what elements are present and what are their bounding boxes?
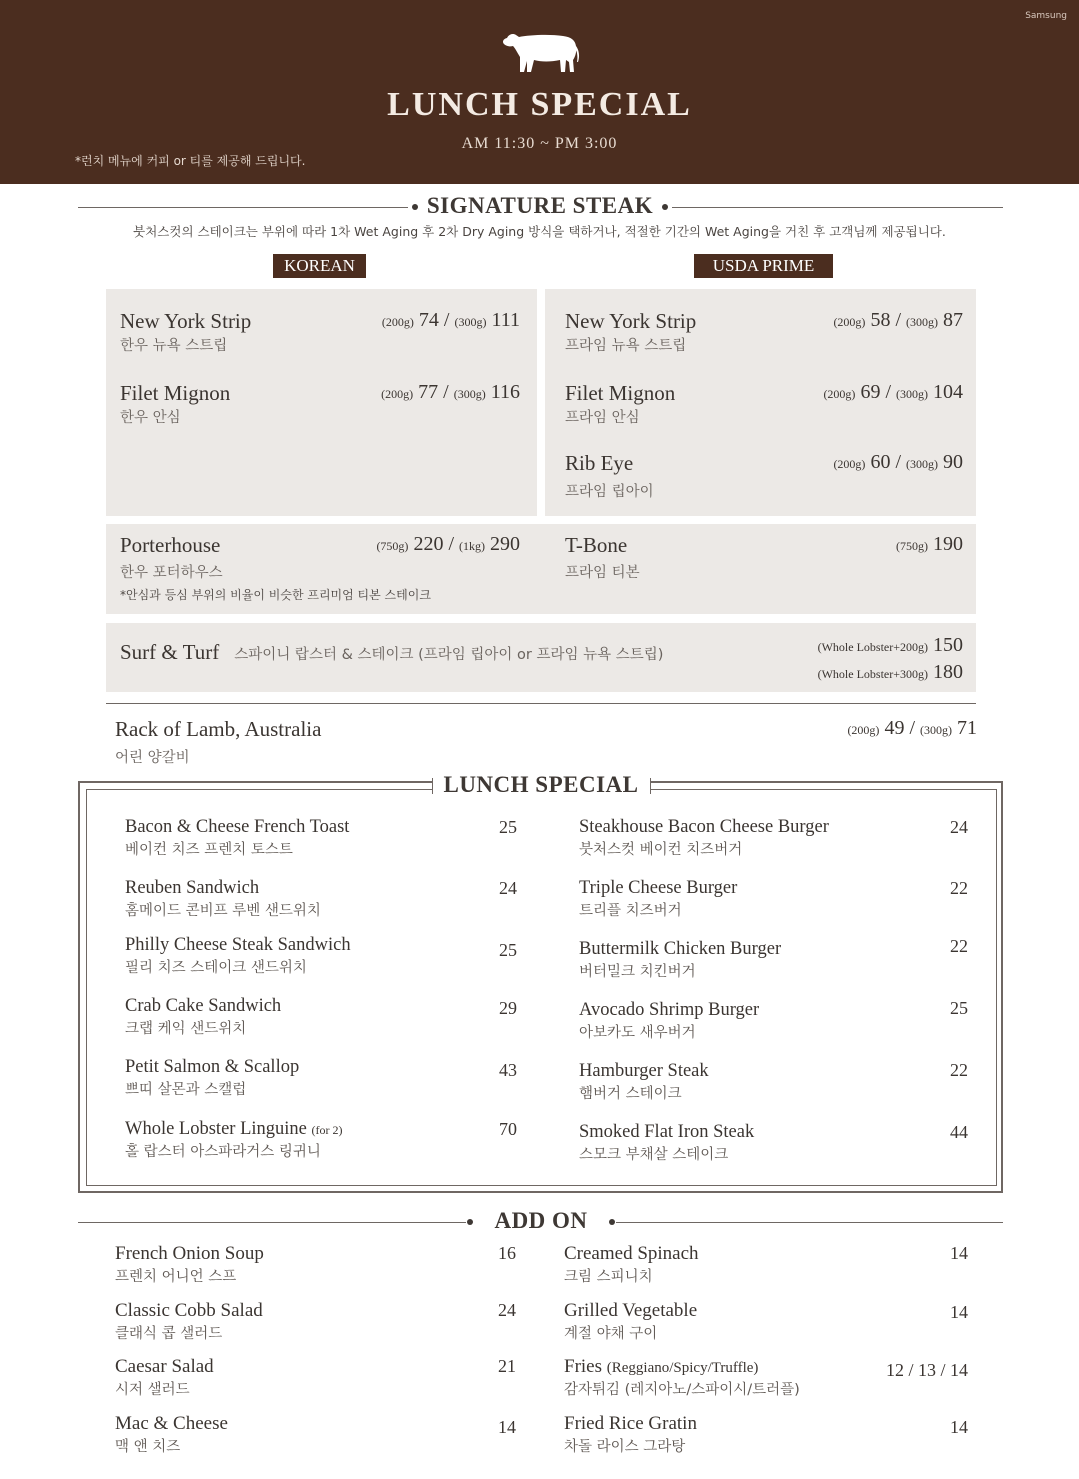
item-price: 22: [950, 878, 968, 898]
item-korean-name: 차돌 라이스 그라탕: [564, 1439, 686, 1455]
weight-label: (200g): [847, 723, 880, 737]
item-name: Hamburger Steak: [579, 1061, 709, 1081]
menu-item: [115, 1300, 516, 1343]
item-korean-name: 프라임 뉴욕 스트립: [565, 338, 687, 354]
weight-label: (Whole Lobster+200g): [817, 640, 928, 654]
menu-item: [125, 817, 517, 859]
item-korean-name: 홈메이드 콘비프 루벤 샌드위치: [125, 903, 321, 919]
menu-item: [120, 533, 520, 603]
item-korean-name: 프라임 안심: [565, 410, 640, 426]
item-korean-name: 트리플 치즈버거: [579, 903, 682, 919]
item-name: Porterhouse: [120, 533, 221, 557]
coffee-note: *런치 메뉴에 커피 or 티를 제공해 드립니다.: [75, 154, 306, 168]
menu-item: [565, 533, 963, 582]
item-name: Surf & Turf: [120, 640, 220, 664]
signature-title: SIGNATURE STEAK: [426, 193, 654, 218]
signature-dot-right: [662, 204, 668, 210]
item-price: 14: [950, 1243, 968, 1263]
lunch-hours: AM 11:30 ~ PM 3:00: [461, 135, 618, 152]
menu-item: [115, 1356, 516, 1399]
item-name: Whole Lobster Linguine: [125, 1119, 307, 1139]
item-korean-name: 필리 치즈 스테이크 샌드위치: [125, 960, 307, 976]
item-price: (200g) 60 / (300g) 90: [833, 451, 963, 473]
item-name: T-Bone: [565, 533, 628, 557]
menu-item: [125, 1057, 517, 1099]
item-price: (200g) 49 / (300g) 71: [847, 717, 977, 739]
item-name: French Onion Soup: [115, 1243, 264, 1264]
item-price: 14: [950, 1417, 968, 1437]
menu-item: [579, 1122, 968, 1164]
addon-dot-right: [609, 1219, 615, 1225]
menu-item: [115, 1243, 516, 1286]
menu-item: [579, 817, 968, 859]
item-price: 25: [499, 940, 517, 960]
item-name: Mac & Cheese: [115, 1413, 228, 1434]
lunch-special-title: LUNCH SPECIAL: [443, 772, 639, 797]
item-korean-name: 버터밀크 치킨버거: [579, 964, 696, 980]
menu-item: [115, 717, 977, 767]
item-korean-name: 맥 앤 치즈: [115, 1439, 181, 1455]
menu-item: [125, 878, 517, 920]
item-name: Reuben Sandwich: [125, 878, 260, 898]
item-name: Bacon & Cheese French Toast: [125, 817, 350, 837]
item-price: 44: [950, 1122, 968, 1142]
item-price: 29: [499, 998, 517, 1018]
price-value: 190: [933, 533, 963, 555]
lamb-divider: [106, 703, 976, 704]
item-name: New York Strip: [565, 309, 697, 333]
menu-item: [115, 1413, 516, 1456]
item-korean-name: 스파이니 랍스터 & 스테이크 (프라임 립아이 or 프라임 뉴욕 스트립): [234, 647, 664, 663]
menu-item: [125, 996, 517, 1038]
item-price: 12 / 13 / 14: [885, 1360, 968, 1380]
item-korean-name: 계절 야채 구이: [564, 1326, 658, 1342]
menu-item: [579, 1061, 968, 1103]
item-price: 24: [950, 817, 968, 837]
item-price: 43: [499, 1060, 517, 1080]
weight-label: (1kg): [459, 539, 485, 553]
price-value: 220: [413, 533, 444, 555]
item-name: Petit Salmon & Scallop: [125, 1057, 300, 1077]
item-name: Smoked Flat Iron Steak: [579, 1122, 755, 1142]
item-price: (200g) 58 / (300g) 87: [833, 309, 963, 331]
item-korean-name: 붓처스컷 베이컨 치즈버거: [579, 842, 743, 858]
brand-label: Samsung: [1025, 11, 1067, 21]
addon-dot-left: [467, 1219, 473, 1225]
price-value: 77: [418, 381, 439, 403]
menu-item: [564, 1243, 968, 1286]
item-price: 24: [498, 1300, 516, 1320]
item-korean-name: 시저 샐러드: [115, 1382, 190, 1398]
weight-label: (200g): [381, 315, 414, 329]
item-korean-name: 한우 안심: [120, 410, 181, 426]
item-name: Fries: [564, 1356, 602, 1377]
item-price: 25: [950, 998, 968, 1018]
item-price: 22: [950, 1060, 968, 1080]
item-name: Caesar Salad: [115, 1356, 214, 1377]
menu-item: [565, 451, 963, 501]
menu-item: [564, 1356, 968, 1399]
item-price: (750g) 220 / (1kg) 290: [376, 533, 520, 555]
price-value: 49: [884, 717, 905, 739]
item-name: Grilled Vegetable: [564, 1300, 698, 1321]
page-title: LUNCH SPECIAL: [387, 86, 692, 123]
item-name: Avocado Shrimp Burger: [579, 1000, 760, 1020]
price-value: 71: [957, 717, 977, 739]
item-price: (200g) 69 / (300g) 104: [823, 381, 963, 403]
weight-label: (300g): [454, 315, 487, 329]
price-value: 58: [870, 309, 891, 331]
item-price: [818, 658, 963, 688]
price-value: 104: [933, 381, 963, 403]
item-price: [818, 631, 963, 661]
item-korean-name: 프라임 티본: [565, 565, 640, 581]
weight-label: (200g): [823, 387, 856, 401]
item-korean-name: 프렌치 어니언 스프: [115, 1269, 237, 1285]
item-korean-name: 아보카도 새우버거: [579, 1025, 696, 1041]
menu-item: [564, 1300, 968, 1343]
menu-item: [565, 309, 963, 355]
menu-item: [579, 878, 968, 920]
price-value: 116: [490, 381, 520, 403]
item-name: Buttermilk Chicken Burger: [579, 939, 782, 959]
item-korean-name: 쁘띠 살몬과 스캘럽: [125, 1082, 247, 1098]
item-name: Filet Mignon: [565, 381, 676, 405]
menu-item: [579, 1000, 968, 1042]
weight-label: (300g): [453, 387, 486, 401]
porterhouse-note: *안심과 등심 부위의 비율이 비슷한 프리미엄 티본 스테이크: [120, 588, 431, 602]
item-price: (200g) 74 / (300g) 111: [381, 309, 520, 331]
item-name: Rack of Lamb, Australia: [115, 717, 322, 741]
item-korean-name: 스모크 부채살 스테이크: [579, 1147, 729, 1163]
item-korean-name: 어린 양갈비: [115, 750, 190, 766]
item-price: 21: [498, 1356, 516, 1376]
weight-label: (300g): [906, 457, 938, 471]
cow-icon: [501, 30, 581, 76]
item-price: 14: [498, 1417, 516, 1437]
menu-item: [125, 1119, 517, 1161]
menu-item: [120, 309, 520, 355]
weight-label: (200g): [381, 387, 414, 401]
item-price: (200g) 77 / (300g) 116: [381, 381, 520, 403]
item-name: New York Strip: [120, 309, 252, 333]
item-price: 25: [499, 817, 517, 837]
item-korean-name: 감자튀김 (레지아노/스파이시/트러플): [564, 1382, 800, 1398]
weight-label: (300g): [906, 315, 938, 329]
item-price: 22: [950, 936, 968, 956]
weight-label: (300g): [896, 387, 928, 401]
item-korean-name: 클래식 콥 샐러드: [115, 1326, 223, 1342]
price-value: 90: [943, 451, 963, 473]
item-name: Philly Cheese Steak Sandwich: [125, 935, 351, 955]
item-korean-name: 크림 스피니치: [564, 1269, 653, 1285]
menu-item: [564, 1413, 968, 1456]
item-name: Steakhouse Bacon Cheese Burger: [579, 817, 829, 837]
item-korean-name: 햄버거 스테이크: [579, 1086, 682, 1102]
weight-label: (300g): [920, 723, 952, 737]
weight-label: (Whole Lobster+300g): [817, 667, 928, 681]
price-value: 150: [933, 634, 963, 656]
signature-description: 붓처스컷의 스테이크는 부위에 따라 1차 Wet Aging 후 2차 Dry Aging 방식을 택하거나, 적절한 기간의 Wet Aging을 거친 후 고객님께 제공됩니다.: [133, 224, 946, 239]
price-value: 87: [943, 309, 963, 331]
item-korean-name: 홀 랍스터 아스파라거스 링귀니: [125, 1144, 321, 1160]
menu-item: [125, 935, 517, 977]
item-korean-name: 한우 뉴욕 스트립: [120, 338, 228, 354]
item-name: Triple Cheese Burger: [579, 878, 738, 898]
item-korean-name: 베이컨 치즈 프렌치 토스트: [125, 842, 293, 858]
price-value: 60: [870, 451, 891, 473]
price-value: 290: [490, 533, 520, 555]
menu-item: [565, 381, 963, 427]
price-value: 69: [860, 381, 881, 403]
item-korean-name: 크랩 케익 샌드위치: [125, 1021, 247, 1037]
menu-item: [120, 634, 963, 684]
weight-label: (750g): [376, 539, 409, 553]
menu-item: [120, 381, 520, 427]
title-bracket-right: [650, 778, 651, 794]
price-value: 74: [418, 309, 439, 331]
item-price: 24: [499, 878, 517, 898]
item-price: [896, 533, 963, 556]
item-suffix: (Reggiano/Spicy/Truffle): [606, 1360, 759, 1376]
korean-tag: KOREAN: [273, 254, 366, 278]
item-price: 14: [950, 1302, 968, 1322]
weight-label: (200g): [833, 315, 866, 329]
weight-label: (200g): [833, 457, 866, 471]
item-name: Filet Mignon: [120, 381, 231, 405]
price-value: 111: [491, 309, 520, 331]
item-name-row: [125, 1119, 517, 1140]
item-name: Fried Rice Gratin: [564, 1413, 697, 1434]
item-price: 70: [499, 1119, 517, 1139]
item-price: 16: [498, 1243, 516, 1263]
item-suffix: (for 2): [311, 1123, 343, 1137]
item-korean-name: 한우 포터하우스: [120, 565, 223, 581]
menu-item: [579, 936, 968, 981]
item-name: Creamed Spinach: [564, 1243, 699, 1264]
item-name: Rib Eye: [565, 451, 634, 475]
title-bracket-left: [432, 778, 433, 794]
item-korean-name: 프라임 립아이: [565, 484, 654, 500]
addon-title: ADD ON: [494, 1208, 588, 1233]
item-name: Crab Cake Sandwich: [125, 996, 282, 1016]
item-name: Classic Cobb Salad: [115, 1300, 263, 1321]
signature-dot-left: [412, 204, 418, 210]
weight-label: (750g): [896, 539, 928, 553]
price-value: 180: [933, 661, 963, 683]
usda-prime-tag: USDA PRIME: [694, 254, 833, 278]
